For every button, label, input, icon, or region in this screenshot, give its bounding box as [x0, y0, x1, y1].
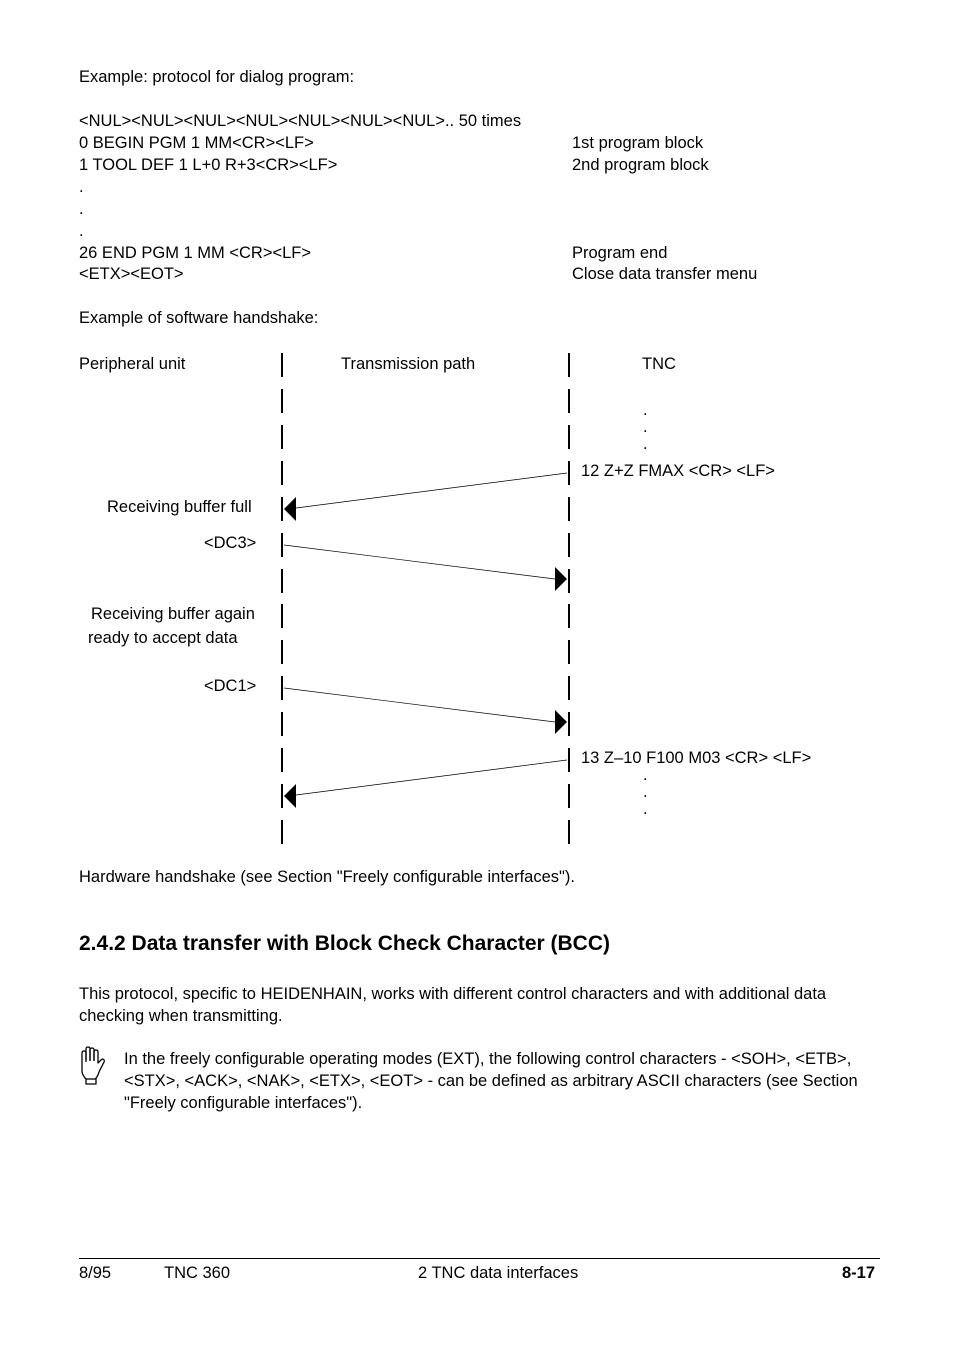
- protocol-comment: Close data transfer menu: [572, 265, 758, 283]
- pointing-hand-icon: [78, 1046, 106, 1088]
- section-title: 2.4.2 Data transfer with Block Check Character (BCC): [79, 932, 610, 955]
- dc1-label: <DC1>: [204, 677, 257, 695]
- column-peripheral: Peripheral unit: [79, 355, 186, 373]
- note-text: In the freely configurable operating modes (EXT), the following control characters - <SOH>, <ETB>, <STX>, <ACK>, <NAK>, <ETX>, <EOT> - can be defined as arbitrary ASCII characters (see Section "Freely configurable interfaces").: [124, 1050, 858, 1112]
- protocol-comment: 2nd program block: [572, 156, 709, 174]
- ellipsis-dot: .: [643, 766, 648, 784]
- ellipsis-dot: .: [79, 178, 84, 196]
- arrowhead-right: [555, 710, 567, 734]
- ellipsis-dot: .: [643, 800, 648, 818]
- footer-chapter: 2 TNC data interfaces: [418, 1264, 579, 1282]
- ellipsis-dot: .: [643, 783, 648, 801]
- protocol-comment: 1st program block: [572, 134, 704, 152]
- page-number: 8-17: [842, 1264, 876, 1282]
- message-arrow-line: [284, 545, 555, 579]
- section-intro: This protocol, specific to HEIDENHAIN, works with different control characters and with additional data checking when transmitting.: [79, 985, 827, 1025]
- arrowhead-right: [555, 567, 567, 591]
- footer-product: TNC 360: [164, 1264, 231, 1282]
- message-arrow-line: [284, 688, 555, 722]
- protocol-code-line: 0 BEGIN PGM 1 MM<CR><LF>: [79, 134, 314, 152]
- footer-divider: [79, 1258, 880, 1259]
- buffer-full-label: Receiving buffer full: [107, 498, 252, 516]
- ellipsis-dot: .: [79, 200, 84, 218]
- protocol-heading: Example: protocol for dialog program:: [79, 68, 355, 86]
- ellipsis-dot: .: [643, 435, 648, 453]
- handshake-heading: Example of software handshake:: [79, 309, 319, 327]
- message-arrow-line: [296, 473, 567, 508]
- arrowhead-left: [284, 784, 296, 808]
- protocol-code-line: 26 END PGM 1 MM <CR><LF>: [79, 244, 311, 262]
- hardware-handshake-note: Hardware handshake (see Section "Freely configurable interfaces").: [79, 868, 575, 886]
- ellipsis-dot: .: [643, 401, 648, 419]
- nul-line: <NUL><NUL><NUL><NUL><NUL><NUL><NUL>.. 50 times: [79, 112, 522, 130]
- tnc-block-label: 12 Z+Z FMAX <CR> <LF>: [581, 462, 775, 480]
- ellipsis-dot: .: [643, 418, 648, 436]
- arrowhead-left: [284, 497, 296, 521]
- dc3-label: <DC3>: [204, 534, 257, 552]
- protocol-comment: Program end: [572, 244, 668, 262]
- buffer-ready-label: ready to accept data: [88, 629, 238, 647]
- column-transmission-path: Transmission path: [341, 355, 476, 373]
- protocol-code-line: <ETX><EOT>: [79, 265, 184, 283]
- message-arrow-line: [296, 760, 567, 795]
- column-tnc: TNC: [642, 355, 676, 373]
- protocol-code-line: 1 TOOL DEF 1 L+0 R+3<CR><LF>: [79, 156, 338, 174]
- ellipsis-dot: .: [79, 222, 84, 240]
- footer-date: 8/95: [79, 1264, 112, 1282]
- tnc-block-label: 13 Z–10 F100 M03 <CR> <LF>: [581, 749, 812, 767]
- buffer-ready-label: Receiving buffer again: [91, 605, 255, 623]
